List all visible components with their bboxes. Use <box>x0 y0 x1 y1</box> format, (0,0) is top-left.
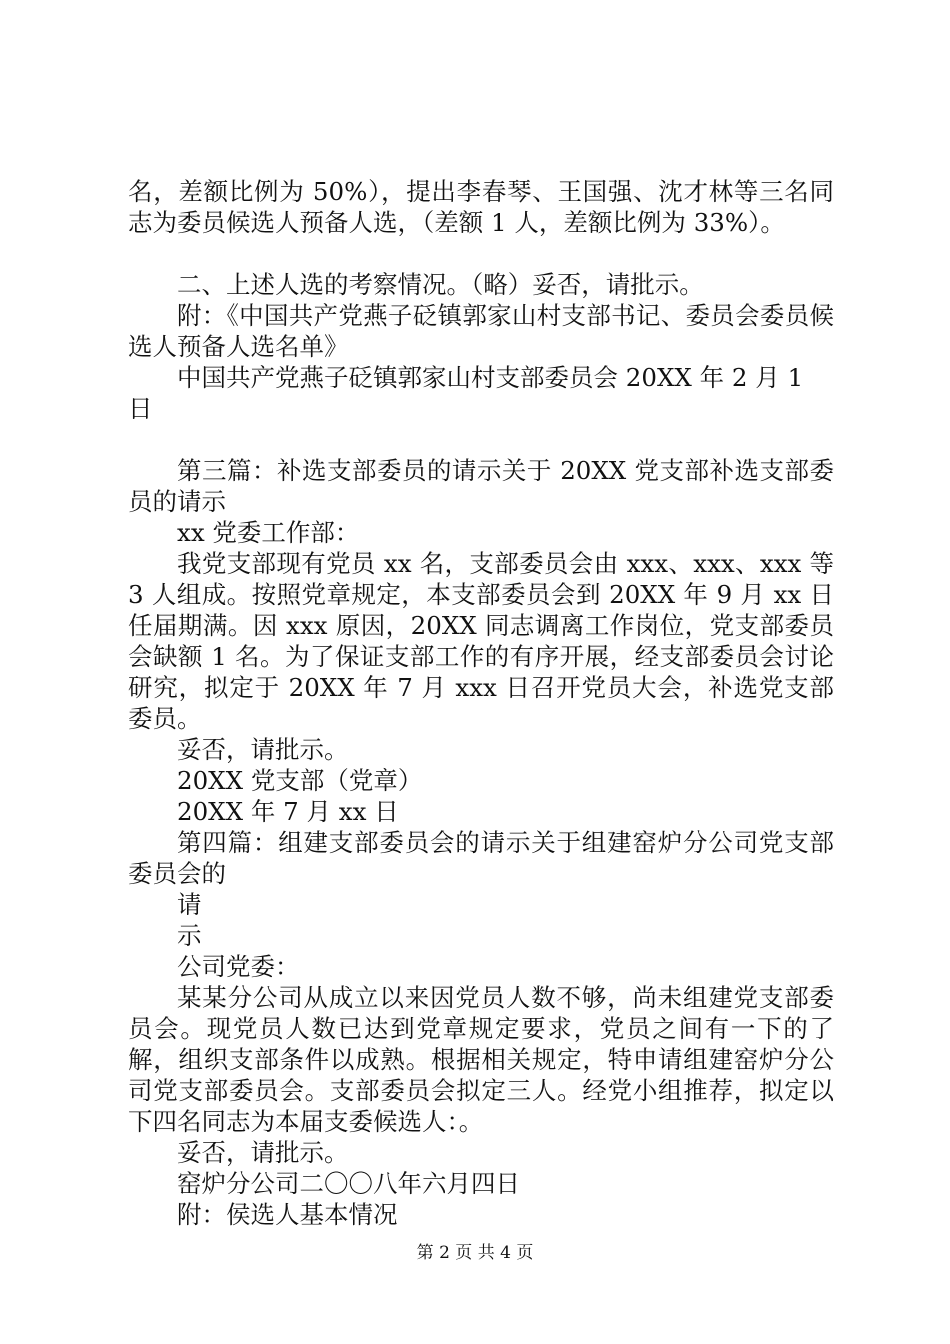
paragraph-branch-date: 20XX 年 7 月 xx 日 <box>177 797 399 826</box>
section-heading-part-four: 第四篇：组建支部委员会的请示关于组建窑炉分公司党支部委员会的 <box>128 828 834 888</box>
paragraph-branch-signature: 20XX 党支部（党章） <box>177 766 423 795</box>
paragraph-title-char-1: 请 <box>177 890 202 919</box>
paragraph-title-char-2: 示 <box>177 921 202 950</box>
paragraph-request-approval: 妥否，请批示。 <box>177 735 349 764</box>
page-number-footer: 第 2 页 共 4 页 <box>416 1243 534 1263</box>
paragraph-formation-body: 某某分公司从成立以来因党员人数不够，尚未组建党支部委员会。现党员人数已达到党章规定要求，党员之间有一下的了解，组织支部条件以成熟。根据相关规定，特申请组建窑炉分公司党支部委员会。支部委员会拟定三人。经党小组推荐，拟定以下四名同志为本届支委候选人：。 <box>128 983 834 1136</box>
document-body <box>128 176 842 1230</box>
paragraph-gap <box>128 424 834 455</box>
paragraph-addressee-company: 公司党委： <box>177 952 300 981</box>
paragraph-review-status: 二、上述人选的考察情况。（略）妥否，请批示。 <box>177 270 704 299</box>
section-heading-part-three: 第三篇：补选支部委员的请示关于 20XX 党支部补选支部委员的请示 <box>128 456 834 516</box>
paragraph-gap <box>128 238 834 269</box>
paragraph-by-election-body: 我党支部现有党员 xx 名，支部委员会由 xxx、xxx、xxx 等 3 人组成。按照党章规定，本支部委员会到 20XX 年 9 月 xx 日任届期满。因 xxx 原因，20XX 同志调离工作岗位，党支部委员会缺额 1 名。为了保证支部工作的有序开展，经支部委员会讨论研究，拟定于 20XX 年 7 月 xxx 日召开党员大会，补选党支部委员。 <box>128 549 842 733</box>
paragraph-attachment: 附：《中国共产党燕子砭镇郭家山村支部书记、委员会委员候选人预备人选名单》 <box>128 301 834 361</box>
paragraph-candidate-attachment: 附：侯选人基本情况 <box>177 1200 398 1229</box>
paragraph-addressee: xx 党委工作部： <box>177 518 360 547</box>
paragraph-candidate-list-continuation: 名，差额比例为 50%），提出李春琴、王国强、沈才林等三名同志为委员候选人预备人选，（差额 1 人，差额比例为 33%）。 <box>128 177 834 237</box>
paragraph-signature-date: 中国共产党燕子砭镇郭家山村支部委员会 20XX 年 2 月 1 日 <box>128 363 811 423</box>
paragraph-request-approval-2: 妥否，请批示。 <box>177 1138 349 1167</box>
paragraph-company-signature-date: 窑炉分公司二〇〇八年六月四日 <box>177 1169 520 1198</box>
